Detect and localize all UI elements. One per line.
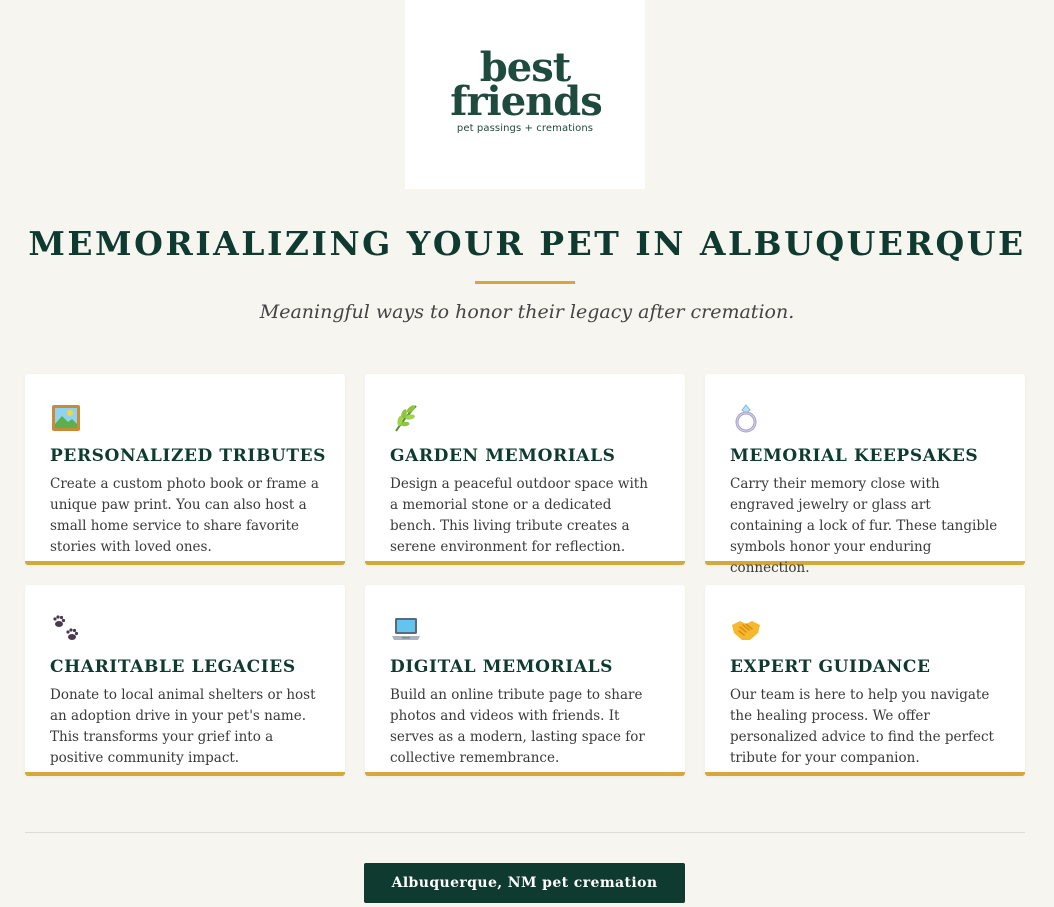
ring-icon — [730, 402, 762, 434]
card-memorial-keepsakes — [705, 374, 1025, 576]
card-description: Build an online tribute page to share photos and videos with friends. It serves as a modern, lasting space for collective remembrance. — [390, 687, 645, 766]
laptop-icon — [390, 613, 422, 645]
card-garden-memorials — [365, 374, 685, 565]
section-divider — [25, 832, 1025, 833]
card-description: Design a peaceful outdoor space with a memorial stone or a dedicated bench. This living tribute creates a serene environment for reflection. — [390, 476, 648, 555]
framed-picture-icon — [50, 402, 82, 434]
card-personalized-tributes — [25, 374, 345, 565]
card-title: MEMORIAL KEEPSAKES — [730, 446, 979, 466]
card-title: EXPERT GUIDANCE — [730, 657, 931, 677]
card-title: GARDEN MEMORIALS — [390, 446, 616, 466]
card-description: Our team is here to help you navigate the healing process. We offer personalized advice to find the perfect tribute for your companion. — [730, 687, 994, 766]
card-description: Carry their memory close with engraved jewelry or glass art containing a lock of fur. These tangible symbols honor your enduring connection. — [730, 476, 998, 576]
card-title: CHARITABLE LEGACIES — [50, 657, 296, 677]
handshake-icon — [730, 613, 762, 645]
page-title: MEMORIALIZING YOUR PET IN ALBUQUERQUE — [28, 224, 1026, 263]
herb-icon — [390, 402, 422, 434]
card-title: DIGITAL MEMORIALS — [390, 657, 614, 677]
logo-word-best: best — [479, 44, 571, 91]
logo[interactable] — [405, 0, 645, 189]
card-description: Donate to local animal shelters or host an adoption drive in your pet's name. This transforms your grief into a positive community impact. — [50, 687, 316, 766]
title-underline — [475, 281, 575, 284]
page-subtitle: Meaningful ways to honor their legacy after cremation. — [259, 301, 795, 323]
card-description: Create a custom photo book or frame a unique paw print. You can also host a small home service to share favorite stories with loved ones. — [50, 476, 319, 555]
card-digital-memorials — [365, 585, 685, 776]
card-expert-guidance — [705, 585, 1025, 776]
albuquerque-pet-cremation-button[interactable]: Albuquerque, NM pet cremation — [364, 863, 685, 903]
memorial-options-grid — [25, 374, 1025, 776]
card-title: PERSONALIZED TRIBUTES — [50, 446, 327, 466]
logo-tagline: pet passings + cremations — [456, 123, 594, 134]
card-charitable-legacies — [25, 585, 345, 776]
paw-prints-icon — [50, 613, 82, 645]
logo-word-friends: friends — [450, 78, 602, 125]
